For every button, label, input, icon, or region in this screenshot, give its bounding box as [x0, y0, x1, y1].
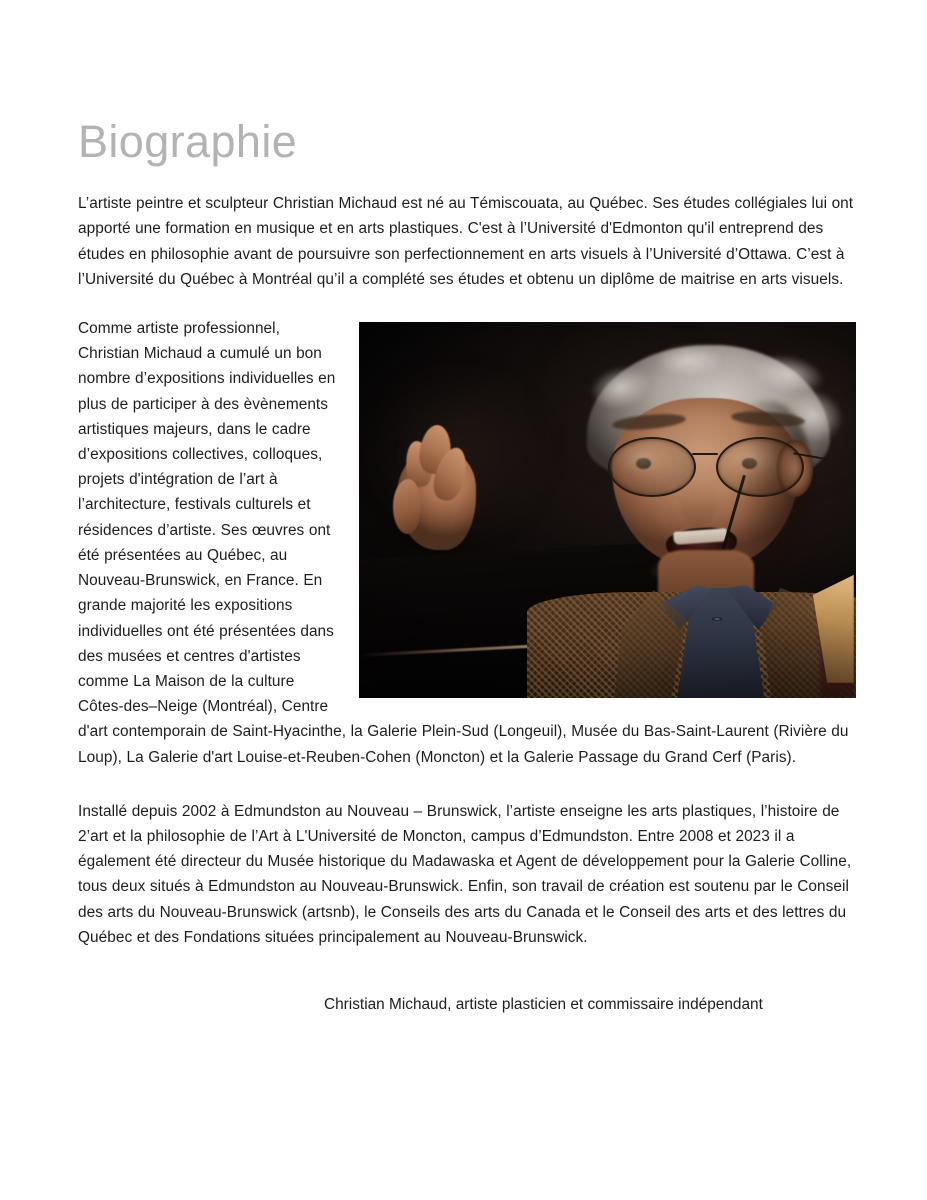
photo-subject [573, 345, 856, 698]
photo-and-career-block [78, 316, 856, 770]
page-title: Biographie [78, 116, 298, 167]
shirt-button [712, 617, 721, 621]
paragraph-career: Comme artiste professionnel, Christian Michaud a cumulé un bon nombre d’expositions individuelles en plus de participer à des èvènements artistiques majeurs, dans le cadre d’expositions collectives, colloques, projets d'intégration de l’art à l’architecture, festivals culturels et résidences d’artiste. Ses œuvres ont été présentées au Québec, au Nouveau-Brunswick, en France. En grande majorité les expositions individuelles ont été présentées dans des musées et centres d'artistes comme La Maison de la culture Côtes-des–Neige (Montréal), Centre d'art contemporain de Saint-Hyacinthe, la Galerie Plein-Sud (Longeuil), Musée du Bas-Saint-Laurent (Rivière du Loup), La Galerie d'art Louise-et-Reuben-Cohen (Moncton) et la Galerie Passage du Grand Cerf (Paris). [78, 320, 849, 766]
eyeglass-bridge [692, 453, 718, 455]
photo-frame [359, 322, 856, 698]
signature: Christian Michaud, artiste plasticien et commissaire indépendant [324, 995, 763, 1013]
paragraph-teaching: Installé depuis 2002 à Edmundston au Nouveau – Brunswick, l’artiste enseigne les arts plastiques, l’histoire de 2’art et la philosophie de l’Art à L'Université de Moncton, campus d’Edmundston. Entre 2008 et 2023 il a également été directeur du Musée historique du Madawaska et Agent de développement pour la Galerie Colline, tous deux situés à Edmundston au Nouveau-Brunswick. Enfin, son travail de création est soutenu par le Conseil des arts du Nouveau-Brunswick (artsnb), le Conseils des arts du Canada et le Conseil des arts et des lettres du Québec et des Fondations situées principalement au Nouveau-Brunswick. [78, 802, 852, 946]
hand-thumb [393, 479, 421, 533]
teeth [674, 528, 729, 544]
eyeglass-lens [716, 437, 804, 498]
portrait-photo [359, 322, 856, 698]
raised-hand [391, 420, 485, 555]
paragraph-intro: L’artiste peintre et sculpteur Christian Michaud est né au Témiscouata, au Québec. Ses études collégiales lui ont apporté une formation en musique et en arts plastiques. C'est à l’Université d'Edmonton qu'il entreprend des études en philosophie avant de poursuivre son perfectionnement en arts visuels à l’Université d’Ottawa. C’est à l’Université du Québec à Montréal qu’il a complété ses études et obtenu un diplôme de maitrise en arts visuels. [78, 195, 854, 288]
torso [527, 592, 856, 698]
document-content [78, 0, 856, 1017]
hair-wisp [641, 338, 737, 384]
